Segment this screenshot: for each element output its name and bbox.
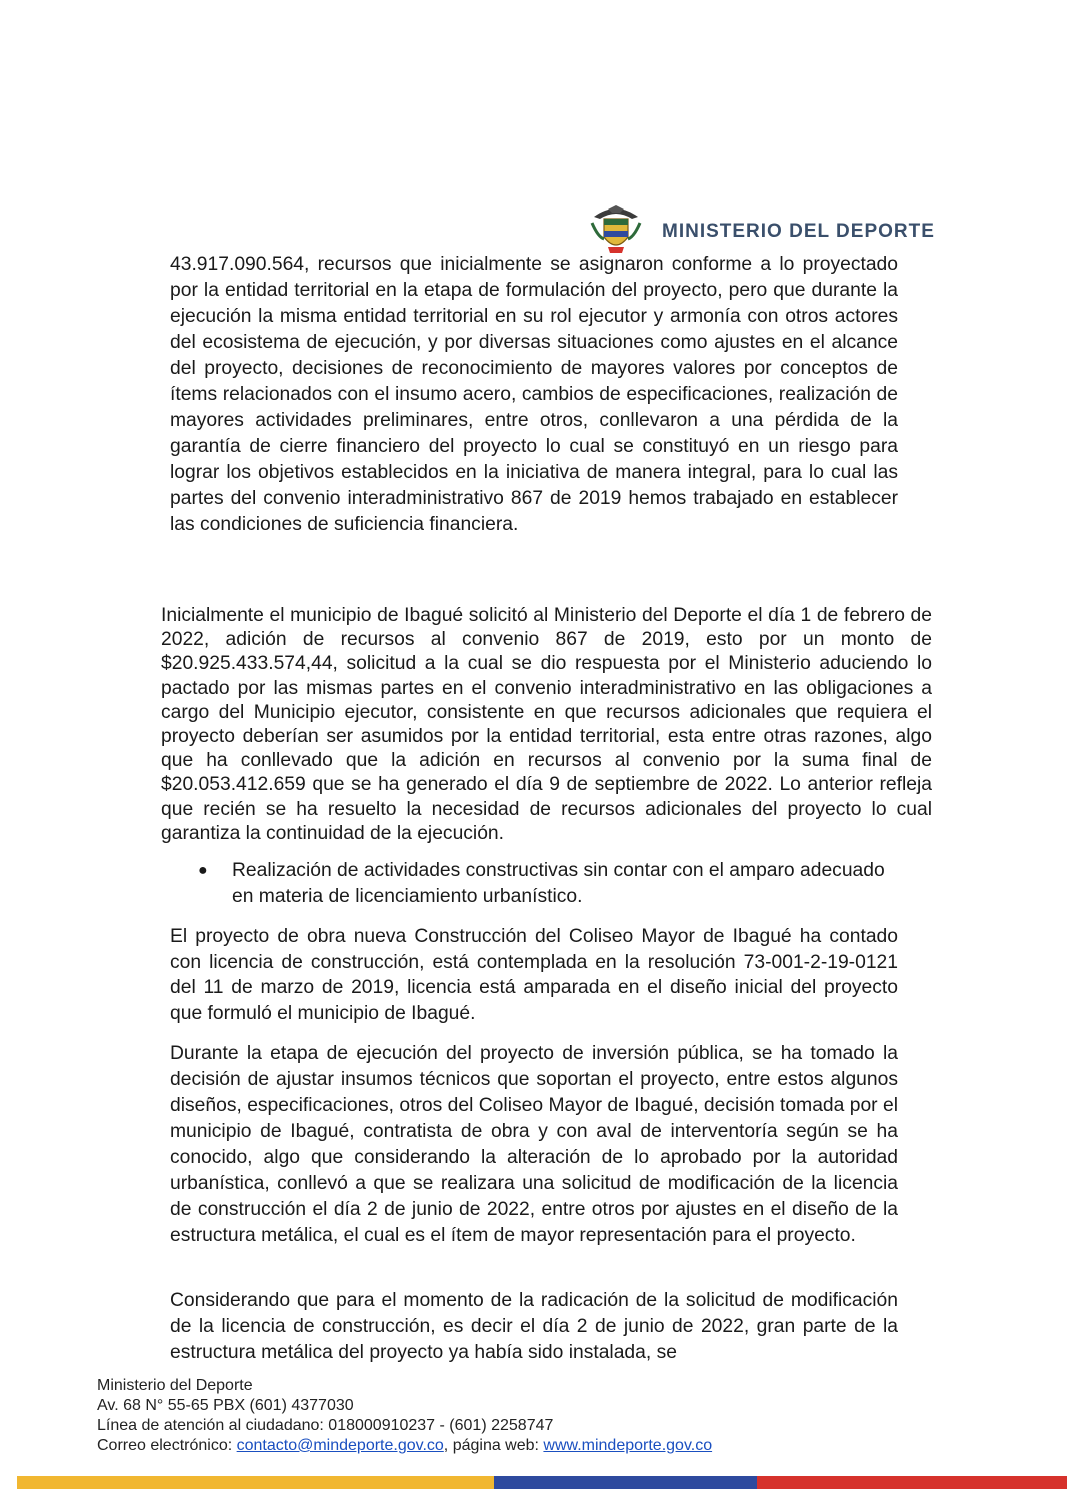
- bullet-dot-icon: ●: [198, 862, 208, 879]
- footer-line-helpline: Línea de atención al ciudadano: 018000910237 - (601) 2258747: [97, 1417, 554, 1434]
- flag-color-stripe: [17, 1476, 1067, 1489]
- paragraph-4: El proyecto de obra nueva Construcción del Coliseo Mayor de Ibagué ha contado con licencia de construcción, está contemplada en la resolución 73-001-2-19-0121 del 11 de marzo de 2019, licencia está amparada en el diseño inicial del proyecto que formuló el municipio de Ibagué.: [170, 926, 898, 1024]
- footer-line-entity: Ministerio del Deporte: [97, 1377, 253, 1394]
- web-label: , página web:: [443, 1437, 544, 1454]
- stripe-yellow: [17, 1476, 494, 1489]
- bullet-item: [198, 858, 898, 910]
- paragraph-2: Inicialmente el municipio de Ibagué solicitó al Ministerio del Deporte el día 1 de febrero de 2022, adición de recursos al convenio 867 de 2019, esto por un monto de $20.925.433.574,44, solicitud a la cual se dio respuesta por el Ministerio aduciendo lo pactado por las mismas partes en el convenio interadministrativo en las obligaciones a cargo del Municipio ejecutor, consistente en que recursos adicionales que requiera el proyecto deberían ser asumidos por la entidad territorial, esta entre otras razones, algo que ha conllevado que la adición en recursos al convenio por la suma final de $20.053.412.659 que se ha generado el día 9 de septiembre de 2022. Lo anterior refleja que recién se ha resuelto la necesidad de recursos adicionales del proyecto lo cual garantiza la continuidad de la ejecución.: [161, 605, 932, 844]
- website-link[interactable]: www.mindeporte.gov.co: [543, 1437, 713, 1454]
- stripe-red: [757, 1476, 1067, 1489]
- footer-line-address: Av. 68 N° 55-65 PBX (601) 4377030: [97, 1397, 354, 1414]
- stripe-blue: [494, 1476, 757, 1489]
- email-link[interactable]: contacto@mindeporte.gov.co: [236, 1437, 444, 1454]
- paragraph-5: Durante la etapa de ejecución del proyecto de inversión pública, se ha tomado la decisión de ajustar insumos técnicos que soportan el proyecto, entre estos algunos diseños, especificaciones, otros del Coliseo Mayor de Ibagué, decisión tomada por el municipio de Ibagué, contratista de obra y con aval de interventoría según se ha conocido, algo que considerando la alteración de lo aprobado por la autoridad urbanística, conllevó a que se realizara una solicitud de modificación de la licencia de construcción el día 2 de junio de 2022, entre otros por ajustes en el diseño de la estructura metálica, el cual es el ítem de mayor representación para el proyecto.: [170, 1043, 898, 1246]
- colombia-coat-of-arms-icon: [586, 203, 646, 255]
- ministry-name: MINISTERIO DEL DEPORTE: [662, 221, 935, 242]
- paragraph-6: Considerando que para el momento de la radicación de la solicitud de modificación de la licencia de construcción, es decir el día 2 de junio de 2022, gran parte de la estructura metálica del proyecto ya había sido instalada, se: [170, 1290, 898, 1363]
- letterhead: [586, 203, 935, 255]
- footer-line-contact: [97, 1436, 712, 1456]
- paragraph-1: 43.917.090.564, recursos que inicialmente se asignaron conforme a lo proyectado por la entidad territorial en la etapa de formulación del proyecto, pero que durante la ejecución la misma entidad territorial en su rol ejecutor y armonía con otros actores del ecosistema de ejecución, y por diversas situaciones como ajustes en el alcance del proyecto, decisiones de reconocimiento de mayores valores por conceptos de ítems relacionados con el insumo acero, cambios de especificaciones, realización de mayores actividades preliminares, entre otros, conllevaron a una pérdida de la garantía de cierre financiero del proyecto lo cual se constituyó en un riesgo para lograr los objetivos establecidos en la iniciativa de manera integral, para lo cual las partes del convenio interadministrativo 867 de 2019 hemos trabajado en establecer las condiciones de suficiencia financiera.: [170, 254, 898, 535]
- email-label: Correo electrónico:: [97, 1437, 237, 1454]
- footer: [97, 1376, 712, 1456]
- bullet-text: Realización de actividades constructivas sin contar con el amparo adecuado en materia de licenciamiento urbanístico.: [232, 860, 885, 907]
